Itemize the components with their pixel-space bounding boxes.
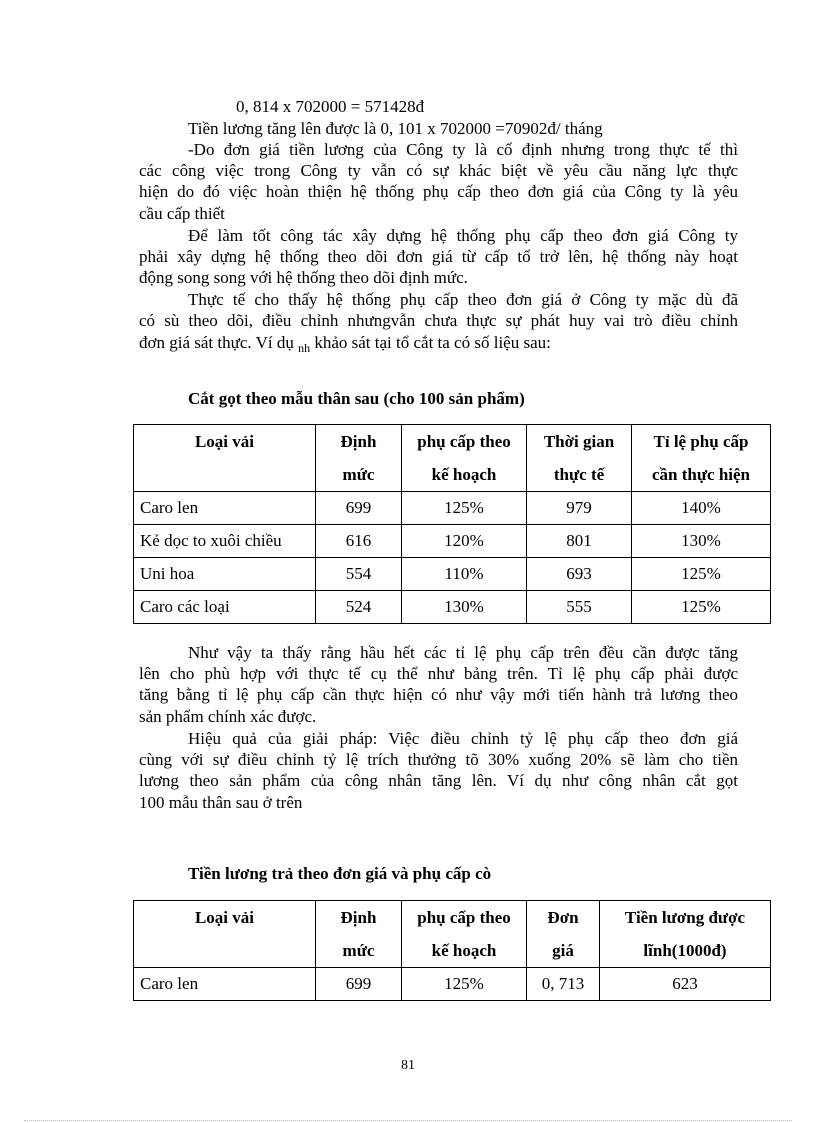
table-cell: 125% <box>402 968 527 1001</box>
header-cell: Tiền lương được lĩnh(1000đ) <box>600 901 771 968</box>
table-row <box>134 525 771 558</box>
paragraph-3-line: Thực tế cho thấy hệ thống phụ cấp theo đơn giá ở Công ty mặc dù đã <box>188 290 738 309</box>
paragraph-4-line: tăng bằng tỉ lệ phụ cấp cần thực hiện có như vậy mới tiến hành trả lương theo <box>139 685 738 704</box>
paragraph-3-line <box>139 333 551 358</box>
table-cell: Caro len <box>134 968 316 1001</box>
table-row <box>134 968 771 1001</box>
equation-line-1: 0, 814 x 702000 = 571428đ <box>236 97 425 116</box>
table-2 <box>133 900 771 1001</box>
equation-line-2: Tiền lương tăng lên được là 0, 101 x 702000 =70902đ/ tháng <box>188 119 603 138</box>
paragraph-3-text: đơn giá sát thực. Ví dụ <box>139 333 294 352</box>
header-cell: Định mức <box>316 425 402 492</box>
page-number: 81 <box>401 1058 415 1073</box>
paragraph-2-line: Để làm tốt công tác xây dựng hệ thống phụ cấp theo đơn giá Công ty <box>188 226 738 245</box>
header-cell: Loại vải <box>134 425 316 492</box>
table-header-row <box>134 901 771 968</box>
table-1-title: Cắt gọt theo mẫu thân sau (cho 100 sản phẩm) <box>188 389 525 408</box>
table-cell: 140% <box>632 492 771 525</box>
header-cell: Đơn giá <box>527 901 600 968</box>
table-row <box>134 558 771 591</box>
paragraph-3-text: khảo sát tại tổ cắt ta có số liệu sau: <box>314 333 551 352</box>
paragraph-2-line: động song song với hệ thống theo dõi định mức. <box>139 268 468 287</box>
table-1 <box>133 424 771 624</box>
paragraph-2-line: phải xây dựng hệ thống theo dõi đơn giá từ cấp tổ trở lên, hệ thống này hoạt <box>139 247 738 266</box>
header-cell: phụ cấp theo kế hoạch <box>402 901 527 968</box>
paragraph-3-subscript: nh <box>298 341 311 355</box>
header-cell: Loại vải <box>134 901 316 968</box>
table-cell: Caro len <box>134 492 316 525</box>
header-cell: phụ cấp theo kế hoạch <box>402 425 527 492</box>
paragraph-4-line: Như vậy ta thấy rằng hầu hết các tỉ lệ phụ cấp trên đều cần được tăng <box>188 643 738 662</box>
paragraph-5-line: 100 mẫu thân sau ở trên <box>139 793 303 812</box>
table-cell: 125% <box>632 591 771 624</box>
table-cell: 801 <box>527 525 632 558</box>
paragraph-1-line: hiện do đó việc hoàn thiện hệ thống phụ cấp theo đơn giá của Công ty là yêu <box>139 182 738 201</box>
table-cell: 0, 713 <box>527 968 600 1001</box>
table-cell: 130% <box>402 591 527 624</box>
table-cell: 130% <box>632 525 771 558</box>
table-cell: 125% <box>632 558 771 591</box>
paragraph-1-line: cầu cấp thiết <box>139 204 225 223</box>
header-cell: Định mức <box>316 901 402 968</box>
paragraph-3-line: có sù theo dõi, điều chỉnh nhưngvẫn chưa thực sự phát huy vai trò điều chỉnh <box>139 311 738 330</box>
header-cell: Tỉ lệ phụ cấp cần thực hiện <box>632 425 771 492</box>
table-cell: 699 <box>316 968 402 1001</box>
paragraph-5-line: lương theo sản phẩm của công nhân tăng lên. Ví dụ như công nhân cắt gọt <box>139 771 738 790</box>
page-bottom-divider <box>24 1120 792 1121</box>
paragraph-5-line: Hiệu quả của giải pháp: Việc điều chỉnh tỷ lệ phụ cấp theo đơn giá <box>188 729 738 748</box>
table-2-title: Tiền lương trả theo đơn giá và phụ cấp cò <box>188 864 492 883</box>
header-cell: Thời gian thực tế <box>527 425 632 492</box>
paragraph-4-line: lên cho phù hợp với thực tế cụ thể như bảng trên. Tỉ lệ phụ cấp phải được <box>139 664 738 683</box>
table-cell: 524 <box>316 591 402 624</box>
table-cell: Kẻ dọc to xuôi chiều <box>134 525 316 558</box>
paragraph-1-line: -Do đơn giá tiền lương của Công ty là cố định nhưng trong thực tế thì <box>188 140 738 159</box>
table-row <box>134 591 771 624</box>
table-cell: Uni hoa <box>134 558 316 591</box>
table-cell: 979 <box>527 492 632 525</box>
table-cell: 125% <box>402 492 527 525</box>
table-cell: 110% <box>402 558 527 591</box>
table-cell: 554 <box>316 558 402 591</box>
table-cell: 623 <box>600 968 771 1001</box>
table-cell: 120% <box>402 525 527 558</box>
paragraph-1-line: các công việc trong Công ty vẫn có sự khác biệt về yêu cầu năng lực thực <box>139 161 738 180</box>
table-row <box>134 492 771 525</box>
table-cell: 699 <box>316 492 402 525</box>
table-header-row <box>134 425 771 492</box>
table-cell: 555 <box>527 591 632 624</box>
paragraph-5-line: cùng với sự điều chỉnh tỷ lệ trích thưởng tõ 30% xuống 20% sẽ làm cho tiền <box>139 750 738 769</box>
paragraph-4-line: sản phẩm chính xác được. <box>139 707 317 726</box>
table-cell: 693 <box>527 558 632 591</box>
table-cell: 616 <box>316 525 402 558</box>
table-cell: Caro các loại <box>134 591 316 624</box>
